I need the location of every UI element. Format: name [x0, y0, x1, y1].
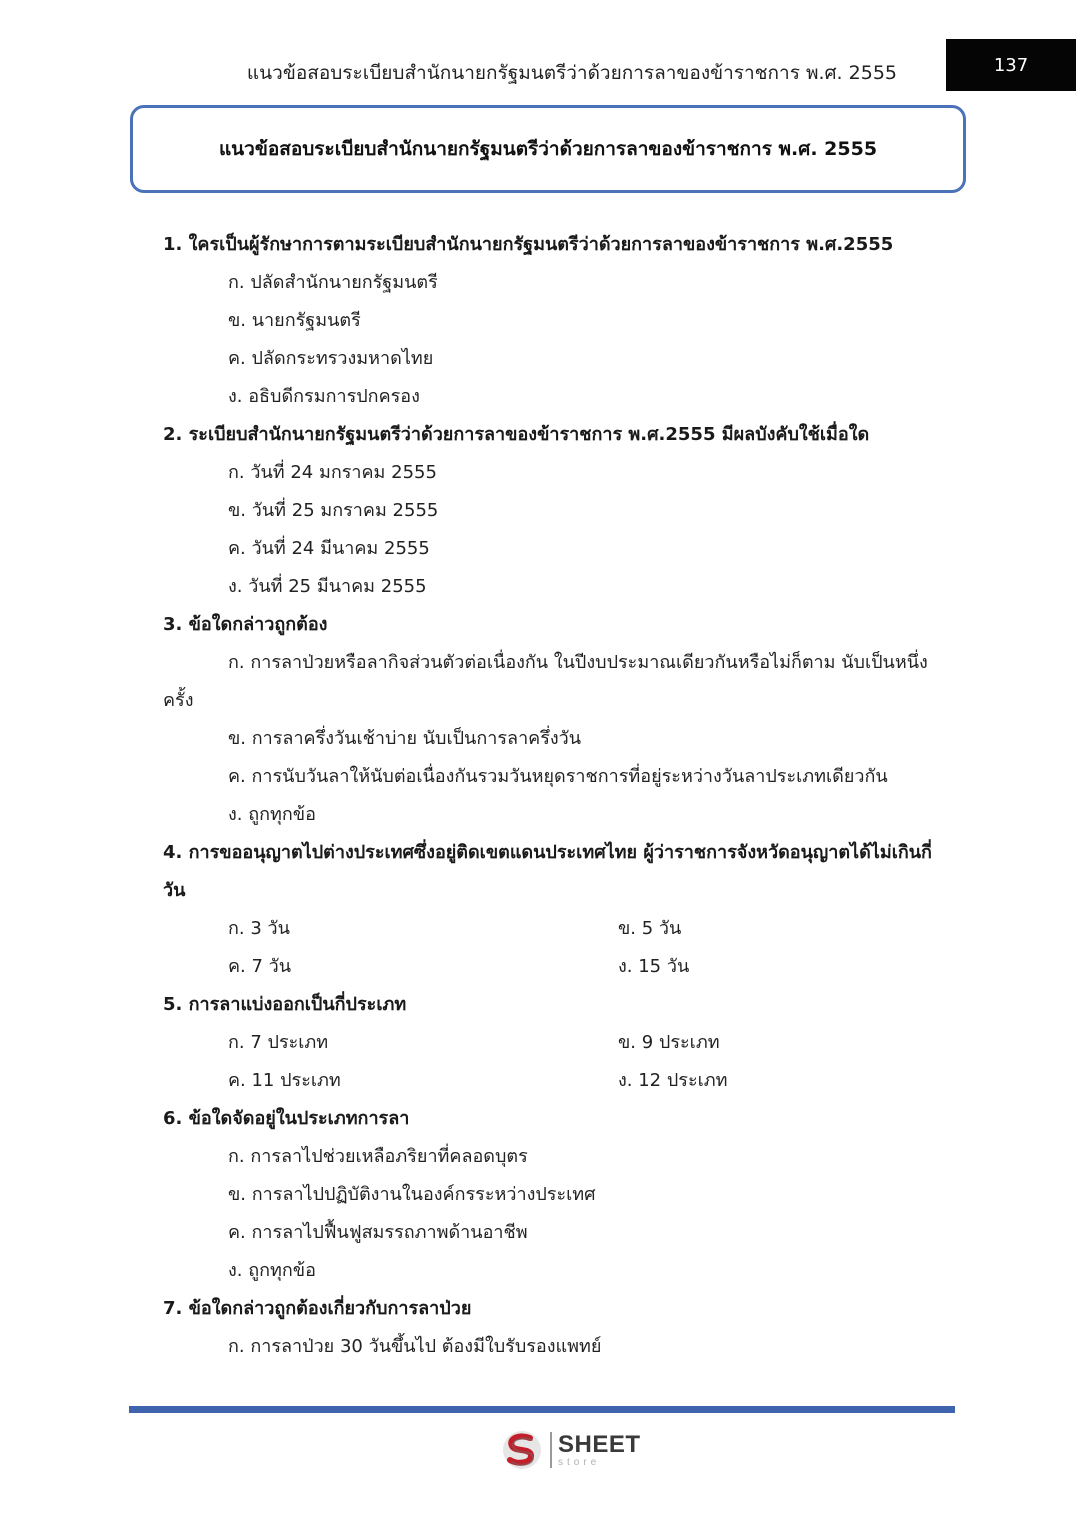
q4-options-row-2: [228, 948, 953, 986]
footer-rule: [129, 1406, 955, 1413]
q7-option-a: ก. การลาป่วย 30 วันขึ้นไป ต้องมีใบรับรองแพทย์: [228, 1336, 602, 1357]
question-list: [0, 226, 1076, 1366]
q2-option-c: ค. วันที่ 24 มีนาคม 2555: [228, 538, 430, 559]
q1-option-a: ก. ปลัดสำนักนายกรัฐมนตรี: [228, 272, 438, 293]
q5-options-row-2: [228, 1062, 953, 1100]
q1-option-b: ข. นายกรัฐมนตรี: [228, 310, 361, 331]
q3-option-d: ง. ถูกทุกข้อ: [228, 804, 316, 825]
question-5: 5. การลาแบ่งออกเป็นกี่ประเภท: [163, 994, 407, 1015]
running-header: แนวข้อสอบระเบียบสำนักนายกรัฐมนตรีว่าด้วยการลาของข้าราชการ พ.ศ. 2555: [246, 62, 897, 84]
q3-option-c: ค. การนับวันลาให้นับต่อเนื่องกันรวมวันหยุดราชการที่อยู่ระหว่างวันลาประเภทเดียวกัน: [228, 766, 888, 787]
q2-option-d: ง. วันที่ 25 มีนาคม 2555: [228, 576, 427, 597]
q5-option-a: ก. 7 ประเภท: [228, 1032, 329, 1053]
question-2: 2. ระเบียบสำนักนายกรัฐมนตรีว่าด้วยการลาของข้าราชการ พ.ศ.2555 มีผลบังคับใช้เมื่อใด: [163, 424, 870, 445]
logo-sub: store: [558, 1456, 601, 1468]
q3-option-b: ข. การลาครึ่งวันเช้าบ่าย นับเป็นการลาครึ่งวัน: [228, 728, 582, 749]
q5-option-d: ง. 12 ประเภท: [618, 1070, 728, 1091]
question-6: 6. ข้อใดจัดอยู่ในประเภทการลา: [163, 1108, 410, 1129]
q5-options-row-1: [228, 1024, 953, 1062]
title-box: [130, 105, 966, 193]
q1-option-c: ค. ปลัดกระทรวงมหาดไทย: [228, 348, 434, 369]
question-4-continued: วัน: [163, 880, 186, 901]
question-1: 1. ใครเป็นผู้รักษาการตามระเบียบสำนักนายกรัฐมนตรีว่าด้วยการลาของข้าราชการ พ.ศ.2555: [163, 234, 894, 255]
sheet-store-logo: [500, 1428, 641, 1472]
page-number: 137: [946, 39, 1076, 91]
title-text: แนวข้อสอบระเบียบสำนักนายกรัฐมนตรีว่าด้วยการลาของข้าราชการ พ.ศ. 2555: [218, 138, 878, 160]
q5-option-c: ค. 11 ประเภท: [228, 1070, 341, 1091]
q4-option-c: ค. 7 วัน: [228, 956, 292, 977]
q1-option-d: ง. อธิบดีกรมการปกครอง: [228, 386, 420, 407]
q6-option-c: ค. การลาไปฟื้นฟูสมรรถภาพด้านอาชีพ: [228, 1222, 528, 1243]
q2-option-b: ข. วันที่ 25 มกราคม 2555: [228, 500, 439, 521]
q4-option-a: ก. 3 วัน: [228, 918, 290, 939]
sheet-store-s-logo-icon: [500, 1428, 544, 1472]
logo-text: [558, 1430, 641, 1468]
question-7: 7. ข้อใดกล่าวถูกต้องเกี่ยวกับการลาป่วย: [163, 1298, 472, 1319]
q4-options-row-1: [228, 910, 953, 948]
q3-option-a: ก. การลาป่วยหรือลากิจส่วนตัวต่อเนื่องกัน ในปีงบประมาณเดียวกันหรือไม่ก็ตาม นับเป็นหนึ่ง: [228, 652, 928, 673]
question-3: 3. ข้อใดกล่าวถูกต้อง: [163, 614, 328, 635]
question-4: 4. การขออนุญาตไปต่างประเทศซึ่งอยู่ติดเขตแดนประเทศไทย ผู้ว่าราชการจังหวัดอนุญาตได้ไม่เกินกี่: [163, 842, 932, 863]
q5-option-b: ข. 9 ประเภท: [618, 1032, 720, 1053]
q4-option-d: ง. 15 วัน: [618, 956, 690, 977]
logo-word: SHEET: [558, 1430, 641, 1458]
q6-option-d: ง. ถูกทุกข้อ: [228, 1260, 316, 1281]
q6-option-b: ข. การลาไปปฏิบัติงานในองค์กรระหว่างประเทศ: [228, 1184, 596, 1205]
q2-option-a: ก. วันที่ 24 มกราคม 2555: [228, 462, 437, 483]
q6-option-a: ก. การลาไปช่วยเหลือภริยาที่คลอดบุตร: [228, 1146, 528, 1167]
logo-separator: [550, 1432, 552, 1468]
q3-option-a-continued: ครั้ง: [163, 690, 194, 711]
q4-option-b: ข. 5 วัน: [618, 918, 682, 939]
